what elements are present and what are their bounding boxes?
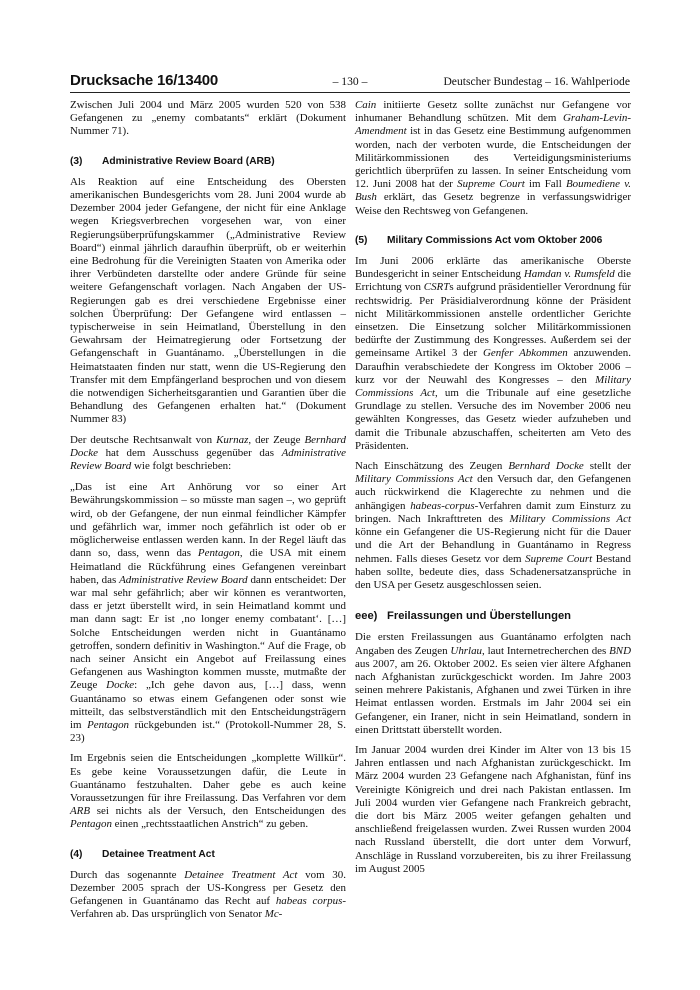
docke-assessment-paragraph: [355, 460, 631, 592]
text-run: , um die Tribunale auf eine gesetzliche Grundlage zu stellen. Versuche des im November 2006 neu gewählten Kongresses, das Gesetz wieder aufzuheben und damit die Tribunale abzuschaffen, scheiterten am Veto des Präsidenten.: [355, 387, 631, 452]
italic-run: Pentagon: [87, 718, 130, 731]
text-run: Im Ergebnis seien die Entscheidungen „komplette Willkür“. Es gebe keine Voraussetzungen dafür, die Leute in Guantánamo festzuhalten. Daher gebe es auch keine Voraussetzungen für ihre Freilassung. Das Verfahren vor dem: [70, 752, 346, 804]
dta-continued-paragraph: [355, 99, 631, 218]
section-heading-mca: [355, 234, 631, 247]
text-run: hat dem Ausschuss gegenüber das: [97, 446, 282, 459]
text-run: Durch das sogenannte: [70, 868, 185, 881]
text-run: dann entscheidet: Der war mal sehr gefährlich; aber wir können es verantworten, dass er jetzt überstellt wird, in sein Heimatland kommt und man dann sagt: Er ist ‚no longer enemy combatant‘. […] Solche Entscheidungen werden nicht in Guantánamo getroffen, sondern definitiv in Washington.“ Auf die Frage, ob nach seiner Ansicht ein Angebot auf Freilassung eines Gefangenen aus Washington kommen musste, mutmaßte der Zeuge: [70, 573, 346, 692]
text-run: Die ersten Freilassungen aus Guantánamo erfolgten nach Angaben des Zeugen: [355, 631, 631, 657]
text-run: im Fall: [524, 178, 566, 191]
section-title: Military Commissions Act vom Oktober 2006: [387, 234, 603, 246]
italic-run: Bernhard Docke: [70, 433, 346, 459]
text-run: Der deutsche Rechtsanwalt von: [70, 433, 217, 446]
section-number: (3): [70, 155, 83, 167]
mca-paragraph: [355, 255, 631, 453]
italic-run: Supreme Court: [457, 178, 525, 191]
dta-paragraph: [70, 869, 346, 922]
drucksache-prefix: Drucksache 16/: [70, 72, 178, 89]
italic-run: Detainee Treatment Act: [184, 868, 298, 881]
text-run: s aufgrund präsidentieller Verordnung für rechtswidrig. Per Präsidialverordnung könne der Präsident nicht Militärkommissionen anstelle ordentlicher Gerichte einsetzen. Die Einsetzung solcher Militärkommissionen bedürfte der Zustimmung des Kongresses. Außerdem sei der gemeinsame Artikel 3 der: [355, 281, 631, 360]
releases-2004-paragraph: Im Januar 2004 wurden drei Kinder im Alter von 13 bis 15 Jahren entlassen und nach Afghanistan zurückgeschickt. Im März 2004 wurden 23 Gefangene nach Afghanistan, fünf ins Vereinigte Königreich und drei nach Pakistan entlassen. Im Juli 2004 wurden vier Gefangene nach Frankreich gebracht, die dort bis März 2005 weiter gefangen gehalten und anschließend freigelassen wurden. Zwei Russen wurden 2004 nach Russland überstellt, die dort unter dem Vorwurf, Anschläge in Russland vorzubereiten, bis zu ihrer Freilassung im August 2005: [355, 743, 631, 875]
italic-run: Administrative Review Board: [70, 446, 346, 473]
right-column: [355, 99, 631, 883]
text-run: anzuwenden. Daraufhin verabschiedete der Kongress im Oktober 2006 – kurz vor der Neuwahl des Kongresses – den: [355, 347, 631, 386]
italic-run: Hamdan v. Rumsfeld: [523, 268, 615, 281]
docke-intro-paragraph: [70, 434, 346, 474]
section-heading-arb: [70, 155, 346, 168]
italic-run: Genfer Abkommen: [483, 347, 568, 360]
section-title: Freilassungen und Überstellungen: [387, 610, 571, 623]
text-run: , der Zeuge: [248, 433, 305, 446]
italic-run: Pentagon: [197, 547, 240, 560]
drucksache-id: 13400: [177, 72, 218, 89]
text-run: initiierte Gesetz sollte zunächst nur Gefangene vor inhumaner Behandlung schützen. Mit dem: [355, 99, 631, 125]
italic-run: BND: [609, 644, 631, 657]
italic-run: habeas-corpus: [410, 499, 475, 512]
italic-run: Bernhard Docke: [508, 460, 584, 473]
text-run: -Verfahren damit zum Einsturz zu bringen. Nach Inkrafttreten des: [355, 499, 631, 525]
docke-quote-paragraph: [70, 481, 346, 745]
intro-paragraph: Zwischen Juli 2004 und März 2005 wurden 520 von 538 Gefangenen zu „enemy combatants“ erklärt (Dokument Nummer 71).: [70, 99, 346, 138]
section-heading-dta: [70, 848, 346, 861]
italic-run: Docke: [106, 679, 135, 692]
section-heading-releases: [355, 610, 631, 623]
publisher-line: Deutscher Bundestag – 16. Wahlperiode: [443, 75, 630, 88]
text-run: , die USA mit einem Heimatland die Rückführung eines Gefangenen vereinbart haben, das: [70, 547, 347, 586]
text-run: ist in das Gesetz eine Bestimmung aufgenommen worden, nach der verboten wurde, die Entscheidungen der Militärkommissionen des Verteidigungsministeriums gerichtlich überprüfen zu lassen. In seiner Entscheidung vom 12. Juni 2008 hat der: [355, 125, 631, 191]
text-run: Nach Einschätzung des Zeugen: [355, 460, 509, 473]
text-run: , laut Internetrecherchen des: [482, 644, 610, 657]
text-run: einen „rechtsstaatlichen Anstrich“ zu geben.: [111, 818, 309, 831]
italic-run: Administrative Review Board: [119, 573, 248, 586]
section-number: (5): [355, 234, 368, 246]
italic-run: Uhrlau: [450, 644, 483, 657]
text-run: die Errichtung von: [355, 268, 631, 294]
text-run: rückgebunden ist.“ (Protokoll-Nummer 28, S. 23): [70, 718, 346, 745]
text-run: „Das ist eine Art Anhörung vor so einer Art Bewährungskommission – so müsste man sagen –, wo geprüft wird, ob der Gefangene, der nun einmal feindlicher Kämpfer und gefährlich war, immer noch gefährlich ist oder ob er möglicherweise entlassen werden kann. In der Regel läuft das dann so, dass, wenn das: [70, 481, 346, 560]
arb-paragraph: Als Reaktion auf eine Entscheidung des Obersten amerikanischen Bundesgerichts vom 28. Juni 2004 wurde ab Dezember 2004 jeder Gefangene, der nicht für eine Anklage wegen Kriegsverbrechen vorgesehen war, von einer Regierungsüberprüfungskammer („Administrative Review Board“) einmal jährlich daraufhin überprüft, ob er weiterhin eine Bedrohung für die Vereinigten Staaten von Amerika oder ihrer Verbündeten darstellte oder andere Gründe für seine weitere Gefangenschaft vorlagen. Nach Angaben der US-Regierungen gab es drei verschiedene Ergebnisse einer solchen Überprüfung: Der Gefangene wird entlassen – typischerweise in sein Heimatland, Überstellung in den Gewahrsam der Heimatregierung oder Fortsetzung der Gefangenschaft in Guantánamo. „Überstellungen in die Heimatstaaten finden nur statt, wenn die US-Regierung den Transfer mit dem Empfängerland besprochen und von diesem die notwendigen Sicherheitsgarantien und Garantien über die Behandlung des Gefangenen erhalten hat.“ (Dokument Nummer 83): [70, 175, 346, 426]
italic-run: Mc-: [264, 908, 283, 921]
text-run: wie folgt beschrieben:: [131, 460, 232, 473]
text-run: vom 30. Dezember 2005 sprach der US-Kongress per Gesetz den Gefangenen in Guantánamo das Recht auf: [70, 868, 346, 908]
italic-run: CSRT: [423, 281, 450, 294]
text-run: den Versuch dar, den Gefangenen auch rückwirkend die Klagerechte zu nehmen und die anhängigen: [355, 473, 631, 512]
text-run: könne ein Gefangener die US-Regierung nicht für die Dauer und die Art der Behandlung in Guantánamo in Regress nehmen. Falls dieses Gesetz vor dem: [355, 526, 631, 565]
italic-run: Pentagon: [70, 818, 112, 831]
section-title: Detainee Treatment Act: [102, 848, 215, 860]
text-run: Im Juni 2006 erklärte das amerikanische Oberste Bundesgericht in seiner Entscheidung: [355, 255, 631, 281]
text-run: sei nichts als der Versuch, den Entscheidungen des: [90, 805, 346, 818]
section-number: (4): [70, 848, 83, 860]
page-header: [70, 70, 630, 93]
left-column: [70, 99, 346, 929]
text-run: erklärt, das Gesetz begrenze in verfassungswidriger Weise den Rechtsweg von Gefangenen.: [355, 191, 631, 217]
releases-paragraph: [355, 631, 631, 737]
page-number: – 130 –: [332, 75, 368, 88]
italic-run: Kurnaz: [216, 433, 249, 446]
result-paragraph: [70, 752, 346, 831]
italic-run: Military Commissions Act: [355, 373, 631, 400]
italic-run: Boumediene v. Bush: [355, 178, 631, 204]
text-run: : „Ich gehe davon aus, […] dass, wenn Guantánamo so etwas einem Gefangenen oder sonst wie mitteilt, das selbstverständlich mit den Entscheidungsträgern im: [70, 679, 346, 731]
italic-run: Graham-Levin-Amendment: [355, 112, 631, 138]
section-number: eee): [355, 610, 378, 623]
text-run: aus 2007, am 26. Oktober 2002. Es seien vier ältere Afghanen nach Afghanistan zurückgeschickt worden. Im Jahre 2003 seinen mehrere Pakistanis, Afghanen und zwei Türken in ihre Heimat entlassen worden. Erstmals im Jahr 2004 sei ein Gefangener, ein Iraner, nicht in sein Heimatland, sondern in einen Drittstatt überstellt worden.: [355, 657, 631, 736]
text-run: Bestand haben sollte, bedeute dies, dass Schadenersatzansprüche in den USA per Gesetz ausgeschlossen seien.: [355, 552, 631, 591]
italic-run: ARB: [70, 805, 91, 818]
italic-run: Military Commissions Act: [355, 473, 473, 486]
section-title: Administrative Review Board (ARB): [102, 155, 275, 167]
italic-run: Military Commissions Act: [509, 512, 631, 525]
italic-run: Cain: [355, 99, 377, 111]
text-run: stellt der: [583, 460, 631, 473]
italic-run: habeas corpus: [275, 895, 343, 908]
italic-run: Supreme Court: [525, 552, 593, 565]
text-run: -Verfahren ab. Das ursprünglich von Senator: [70, 895, 346, 921]
